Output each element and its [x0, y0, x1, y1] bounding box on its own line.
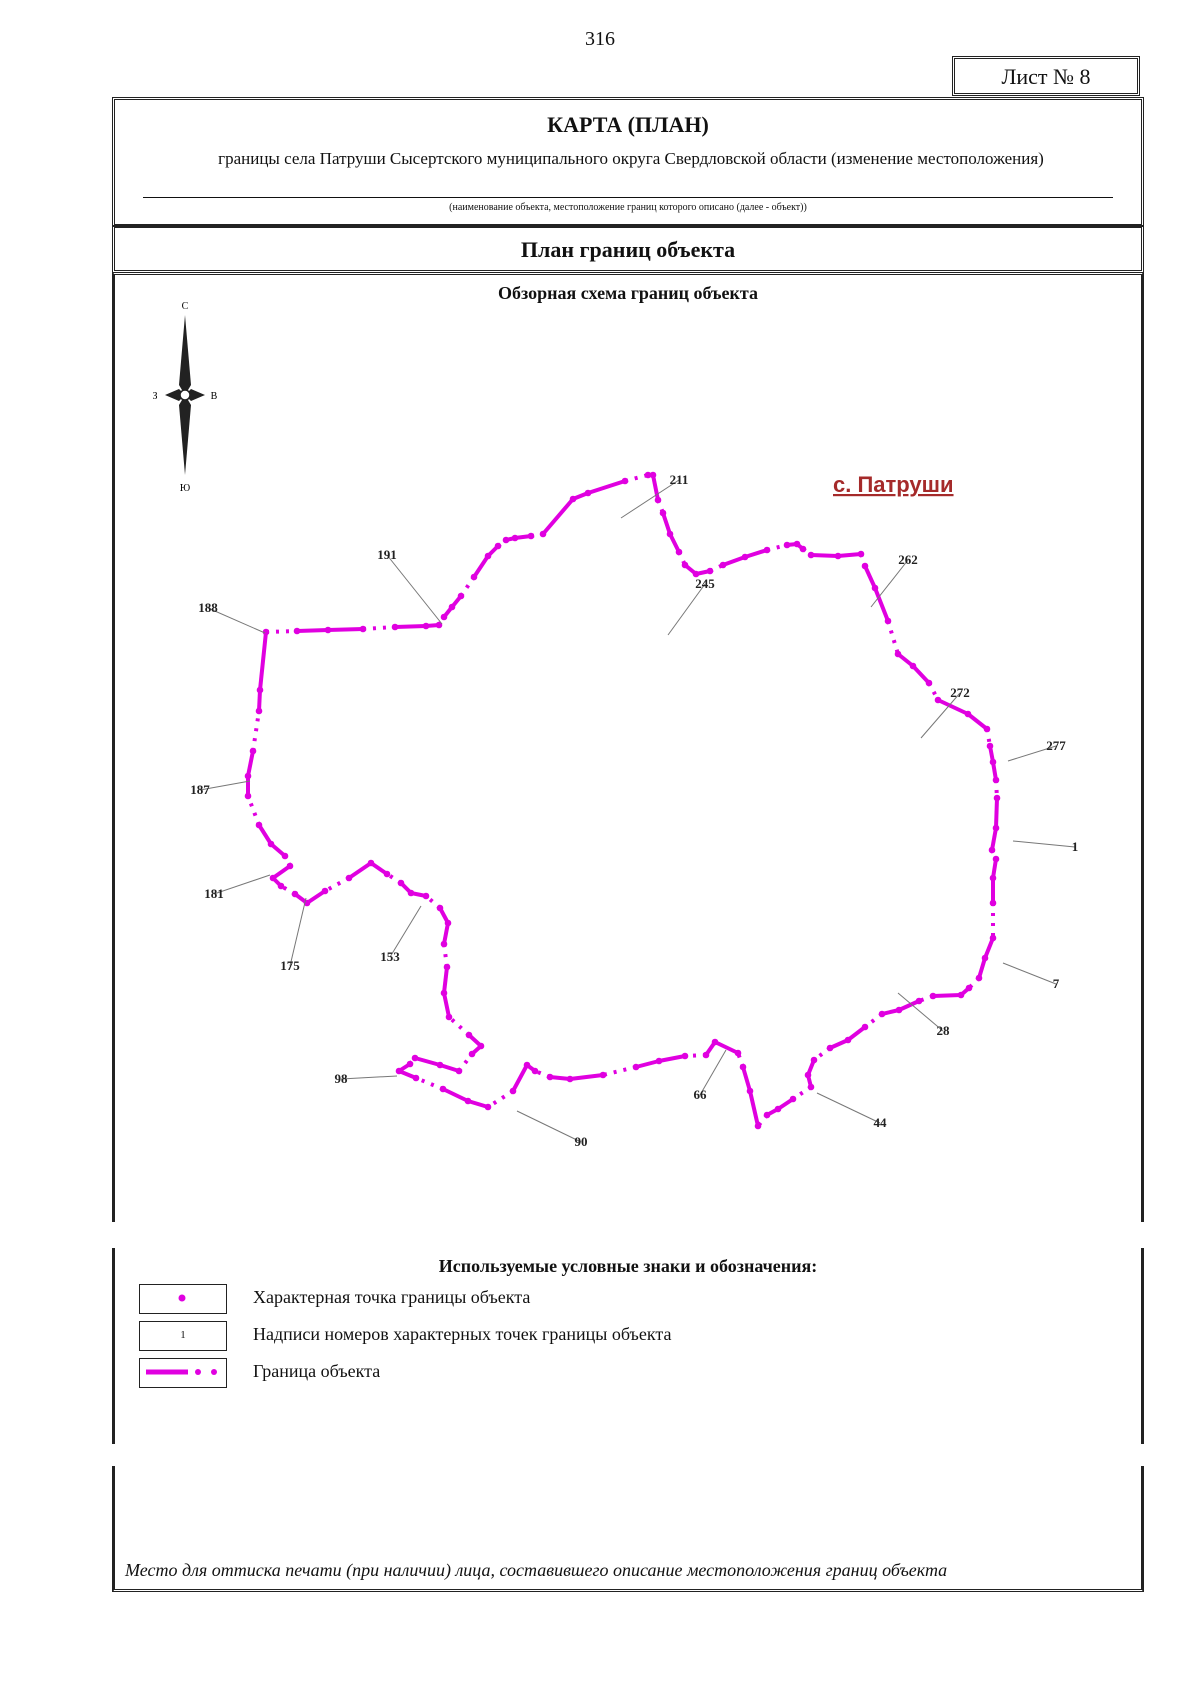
boundary-point: [790, 1096, 797, 1103]
boundary-point: [982, 955, 989, 962]
stamp-caption: Место для оттиска печати (при наличии) лица, составившего описание местоположения границ объекта: [125, 1560, 948, 1580]
point-number-label: 98: [334, 1071, 348, 1086]
boundary-point: [278, 883, 285, 890]
boundary-point: [667, 531, 674, 538]
boundary-point: [707, 568, 714, 575]
legend-boundary-symbol: [139, 1358, 227, 1388]
boundary-point: [755, 1123, 762, 1130]
boundary-point: [384, 871, 391, 878]
boundary-segment: [449, 1017, 469, 1035]
boundary-segment: [888, 621, 898, 654]
boundary-point: [987, 743, 994, 750]
boundary-point: [993, 856, 1000, 863]
boundary-segment: [248, 796, 259, 825]
boundary-point: [896, 1007, 903, 1014]
compass-east: В: [210, 391, 218, 402]
boundary-segment: [996, 798, 997, 828]
boundary-point: [784, 542, 791, 549]
legend-point-symbol: [139, 1284, 227, 1314]
point-number-label: 44: [873, 1115, 887, 1130]
boundary-segment: [513, 1065, 527, 1091]
boundary-segment: [750, 1091, 758, 1126]
boundary-segment: [603, 1067, 636, 1075]
boundary-point: [622, 478, 629, 485]
boundary-point: [437, 905, 444, 912]
point-number-label: 1: [1071, 839, 1079, 854]
boundary-point: [445, 920, 452, 927]
boundary-point: [503, 537, 510, 544]
boundary-segment: [625, 475, 648, 481]
boundary-point: [437, 1062, 444, 1069]
boundary-point: [655, 497, 662, 504]
boundary-point: [292, 891, 299, 898]
boundary-point: [742, 554, 749, 561]
boundary-point: [256, 822, 263, 829]
boundary-point: [245, 793, 252, 800]
boundary-segment: [328, 629, 363, 630]
legend-title: Используемые условные знаки и обозначения:: [438, 1256, 818, 1276]
boundary-point: [466, 1032, 473, 1039]
boundary-segment: [444, 967, 447, 993]
boundary-point: [570, 496, 577, 503]
boundary-segment: [461, 577, 474, 596]
compass-north: С: [181, 301, 189, 312]
boundary-point: [862, 1024, 869, 1031]
boundary-point: [282, 853, 289, 860]
point-number-label: 181: [204, 886, 224, 901]
boundary-point: [712, 1039, 719, 1046]
boundary-point: [441, 990, 448, 997]
boundary-segment: [636, 1061, 659, 1067]
point-number-label: 188: [198, 600, 218, 615]
object-name: границы села Патруши Сысертского муниципального округа Свердловской области (изменение местоположения): [218, 149, 1044, 168]
legend-item-number: Надписи номеров характерных точек границы объекта: [253, 1324, 672, 1344]
overview-title: Обзорная схема границ объекта: [498, 283, 758, 303]
boundary-point: [444, 964, 451, 971]
boundary-point: [990, 935, 997, 942]
boundary-point: [958, 992, 965, 999]
boundary-point: [764, 547, 771, 554]
boundary-point: [446, 1014, 453, 1021]
boundary-point: [930, 993, 937, 1000]
point-number-label: 262: [898, 552, 918, 567]
boundary-point: [858, 551, 865, 558]
boundary-point: [808, 552, 815, 559]
boundary-point: [926, 680, 933, 687]
compass-south: Ю: [179, 483, 191, 494]
boundary-segment: [715, 1042, 738, 1053]
boundary-point: [682, 562, 689, 569]
boundary-segment: [488, 1091, 513, 1107]
boundary-point: [524, 1062, 531, 1069]
boundary-point: [423, 893, 430, 900]
boundary-segment: [248, 751, 253, 776]
boundary-point: [966, 985, 973, 992]
label-leader: [1003, 963, 1056, 984]
compass-icon: [152, 301, 217, 494]
boundary-point: [965, 711, 972, 718]
boundary-point: [794, 541, 801, 548]
boundary-segment: [865, 566, 875, 588]
boundary-segment: [663, 513, 670, 534]
boundary-point: [245, 773, 252, 780]
boundary-point: [449, 604, 456, 611]
boundary-segment: [913, 666, 929, 683]
boundary-point: [835, 553, 842, 560]
boundary-point: [423, 623, 430, 630]
boundary-segment: [443, 1089, 468, 1101]
title-block: [112, 97, 1144, 227]
boundary-point: [993, 825, 1000, 832]
boundary-point: [368, 860, 375, 867]
boundary-line-icon: [140, 1359, 225, 1386]
boundary-point: [287, 863, 294, 870]
boundary-point: [845, 1037, 852, 1044]
point-number-label: 66: [693, 1087, 707, 1102]
page-number: 316: [585, 28, 615, 50]
legend-item-boundary: Граница объекта: [253, 1361, 381, 1381]
boundary-segment: [474, 556, 488, 577]
boundary-point: [257, 687, 264, 694]
boundary-segment: [938, 700, 968, 714]
boundary-segment: [260, 632, 266, 690]
compass-west: З: [152, 391, 158, 402]
label-leader: [341, 1076, 397, 1079]
boundary-point: [984, 726, 991, 733]
boundary-point: [540, 531, 547, 538]
boundary-point: [800, 546, 807, 553]
boundary-point: [547, 1074, 554, 1081]
boundary-point: [682, 1053, 689, 1060]
point-number-label: 28: [936, 1023, 950, 1038]
sheet-label: Лист № 8: [952, 56, 1140, 96]
boundary-point: [346, 875, 353, 882]
boundary-point: [990, 759, 997, 766]
boundary-segment: [325, 878, 349, 891]
point-number-label: 272: [950, 685, 970, 700]
boundary-point: [879, 1011, 886, 1018]
boundary-point: [528, 533, 535, 540]
boundary-point: [412, 1055, 419, 1062]
boundary-point: [485, 1104, 492, 1111]
boundary-point: [994, 795, 1001, 802]
boundary-point: [398, 880, 405, 887]
underline-rule: [143, 197, 1113, 198]
boundary-point: [325, 627, 332, 634]
point-number-label: 211: [669, 472, 689, 487]
boundary-point: [935, 697, 942, 704]
label-leader: [1013, 841, 1075, 847]
boundary-segment: [395, 626, 426, 627]
label-leader: [387, 555, 442, 624]
plan-title-block: [112, 225, 1144, 273]
boundary-segment: [349, 863, 371, 878]
boundary-point: [270, 875, 277, 882]
boundary-segment: [253, 711, 259, 751]
boundary-point: [392, 624, 399, 631]
boundary-point: [478, 1043, 485, 1050]
boundary-point: [471, 574, 478, 581]
boundary-segment: [266, 631, 297, 632]
boundary-point: [660, 510, 667, 517]
stamp-block: [112, 1466, 1144, 1592]
boundary-point: [256, 708, 263, 715]
object-caption: (наименование объекта, местоположение границ которого описано (далее - объект)): [449, 202, 807, 213]
label-leader: [290, 898, 306, 966]
boundary-segment: [933, 995, 961, 996]
boundary-map: [115, 275, 1141, 1222]
boundary-point: [747, 1088, 754, 1095]
boundary-segment: [570, 1075, 603, 1079]
boundary-segment: [968, 714, 987, 729]
point-number-label: 245: [695, 576, 715, 591]
boundary-point: [993, 777, 1000, 784]
boundary-point: [720, 562, 727, 569]
point-number-label: 187: [190, 782, 210, 797]
boundary-segment: [444, 944, 447, 967]
boundary-segment: [363, 627, 395, 629]
boundary-point: [764, 1112, 771, 1119]
boundary-point: [458, 593, 465, 600]
boundary-point: [910, 663, 917, 670]
point-number-label: 7: [1052, 976, 1060, 991]
boundary-point: [456, 1068, 463, 1075]
point-number-label: 175: [280, 958, 300, 973]
plan-title: План границ объекта: [520, 237, 736, 262]
boundary-point: [441, 614, 448, 621]
boundary-point: [396, 1068, 403, 1075]
boundary-segment: [811, 555, 838, 556]
label-leader: [871, 560, 908, 607]
boundary-point: [268, 841, 275, 848]
boundary-segment: [297, 630, 328, 631]
point-icon: [140, 1285, 225, 1312]
boundary-point: [990, 875, 997, 882]
boundary-segment: [659, 1056, 685, 1061]
point-number-label: 90: [574, 1134, 588, 1149]
boundary-segment: [838, 554, 861, 556]
boundary-point: [811, 1057, 818, 1064]
boundary-point: [895, 651, 902, 658]
boundary-point: [413, 1075, 420, 1082]
boundary-point: [656, 1058, 663, 1065]
boundary-point: [465, 1098, 472, 1105]
legend-item-point: Характерная точка границы объекта: [253, 1287, 531, 1307]
label-leader: [517, 1111, 581, 1142]
boundary-segment: [992, 828, 996, 850]
boundary-point: [990, 900, 997, 907]
boundary-point: [294, 628, 301, 635]
map-frame: [112, 272, 1144, 1222]
legend-number-symbol: 1: [139, 1321, 227, 1351]
boundary-point: [600, 1072, 607, 1079]
boundary-segment: [745, 550, 767, 557]
boundary-point: [808, 1084, 815, 1091]
boundary-point: [989, 847, 996, 854]
boundary-point: [703, 1052, 710, 1059]
point-number-label: 191: [377, 547, 397, 562]
boundary-point: [827, 1045, 834, 1052]
map-title: КАРТА (ПЛАН): [547, 112, 709, 137]
boundary-segment: [723, 557, 745, 565]
boundary-point: [469, 1051, 476, 1058]
boundary-point: [775, 1106, 782, 1113]
boundary-segment: [259, 825, 271, 844]
boundary-point: [735, 1050, 742, 1057]
label-leader: [668, 584, 705, 635]
boundary-segment: [444, 993, 449, 1017]
point-number-label: 153: [380, 949, 400, 964]
boundary-point: [532, 1068, 539, 1075]
boundary-point: [805, 1072, 812, 1079]
boundary-point: [440, 1086, 447, 1093]
boundary-point: [250, 748, 257, 755]
boundary-point: [495, 543, 502, 550]
boundary-point: [441, 941, 448, 948]
boundary-point: [360, 626, 367, 633]
boundary-segment: [416, 1078, 443, 1089]
boundary-point: [585, 490, 592, 497]
boundary-segment: [415, 1058, 440, 1065]
boundary-point: [510, 1088, 517, 1095]
boundary-point: [872, 585, 879, 592]
boundary-point: [322, 888, 329, 895]
boundary-point: [633, 1064, 640, 1071]
boundary-point: [976, 975, 983, 982]
legend-block: [112, 1248, 1144, 1444]
boundary-point: [862, 563, 869, 570]
boundary-point: [407, 1061, 414, 1068]
boundary-point: [650, 472, 657, 479]
boundary-point: [485, 553, 492, 560]
boundary-point: [512, 535, 519, 542]
boundary-segment: [588, 481, 625, 493]
boundary-point: [408, 890, 415, 897]
boundary-segment: [743, 1067, 750, 1091]
boundary-point: [885, 618, 892, 625]
place-label: с. Патруши: [833, 472, 954, 497]
label-leader: [817, 1093, 880, 1123]
boundary-point: [567, 1076, 574, 1083]
point-number-label: 277: [1046, 738, 1066, 753]
boundary-point: [916, 998, 923, 1005]
boundary-segment: [543, 499, 573, 534]
boundary-point: [740, 1064, 747, 1071]
boundary-point: [676, 549, 683, 556]
